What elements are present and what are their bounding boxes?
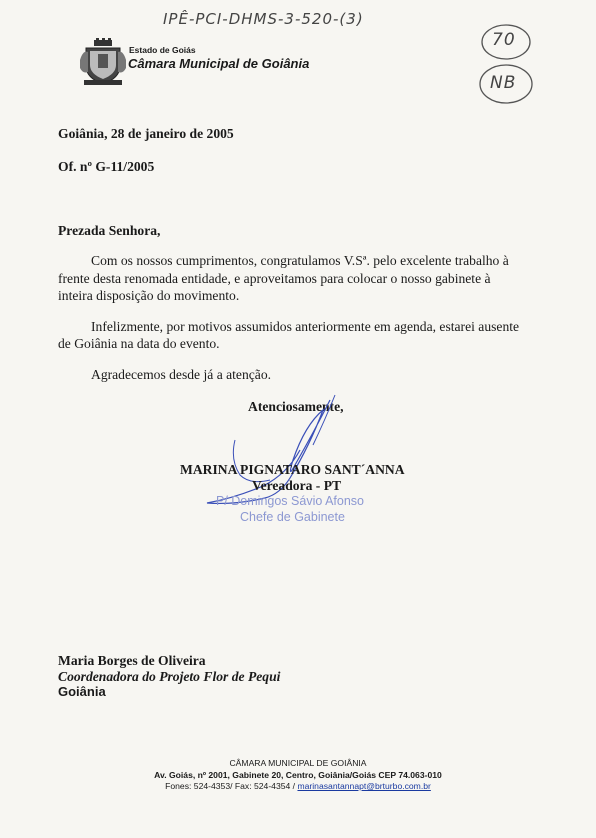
- coat-of-arms-icon: [80, 38, 126, 86]
- signatory-name: MARINA PIGNATARO SANT´ANNA: [180, 462, 405, 477]
- footer-phones: Fones: 524-4353/ Fax: 524-4354 /: [165, 781, 298, 791]
- stamp-line-2: Chefe de Gabinete: [240, 510, 345, 524]
- footer-contacts: [0, 781, 596, 791]
- page-number-mark: 70: [492, 30, 516, 50]
- date-line: Goiânia, 28 de janeiro de 2005: [58, 126, 234, 141]
- footer-address: Av. Goiás, nº 2001, Gabinete 20, Centro, Goiânia/Goiás CEP 74.063-010: [154, 770, 442, 780]
- recipient-role: Coordenadora do Projeto Flor de Pequi: [58, 669, 281, 684]
- archive-reference: IPÊ-PCI-DHMS-3-520-(3): [163, 10, 364, 28]
- reference-line: Of. nº G-11/2005: [58, 159, 155, 174]
- initials-mark: NB: [490, 73, 517, 93]
- paragraph-2-line-1: Infelizmente, por motivos assumidos anteriormente em agenda, estarei ausente: [91, 319, 520, 334]
- paragraph-3-line-1: Agradecemos desde já a atenção.: [91, 367, 272, 382]
- recipient-city: Goiânia: [58, 684, 106, 699]
- stamp-line-1: P/ Domingos Sávio Afonso: [216, 494, 364, 508]
- letterhead-state: Estado de Goiás: [129, 45, 196, 55]
- letterhead-institution: Câmara Municipal de Goiânia: [128, 56, 310, 71]
- paragraph-1-line-3: inteira disposição do movimento.: [58, 288, 240, 303]
- recipient-name: Maria Borges de Oliveira: [58, 653, 206, 668]
- paragraph-1-line-2: frente desta renomada entidade, e aproveitamos para colocar o nosso gabinete à: [58, 271, 491, 286]
- paragraph-1-line-1: Com os nossos cumprimentos, congratulamos V.Sª. pelo excelente trabalho à: [91, 253, 509, 268]
- paragraph-2-line-2: de Goiânia na data do evento.: [58, 336, 220, 351]
- signatory-title: Vereadora - PT: [252, 478, 342, 493]
- footer-org: CÂMARA MUNICIPAL DE GOIÂNIA: [229, 758, 367, 768]
- closing: Atenciosamente,: [248, 399, 344, 414]
- salutation: Prezada Senhora,: [58, 223, 161, 238]
- footer-email-link[interactable]: marinasantannapt@brturbo.com.br: [297, 781, 431, 791]
